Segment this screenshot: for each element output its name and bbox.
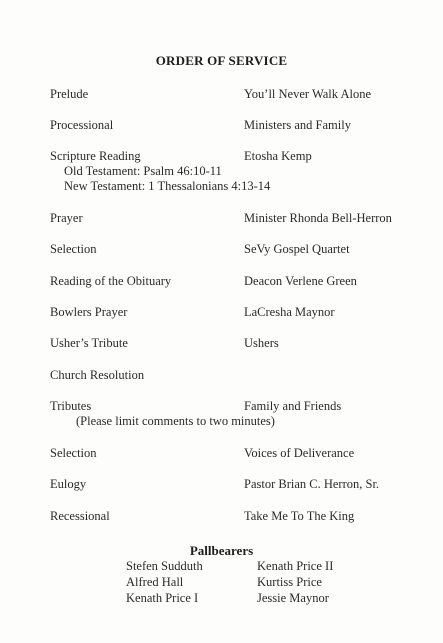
pallbearer-name: Jessie Maynor (257, 591, 329, 605)
program-item: Reading of the Obituary (50, 274, 172, 288)
program-performer: Etosha Kemp (244, 149, 312, 163)
program-performer: LaCresha Maynor (244, 305, 335, 319)
program-performer: SeVy Gospel Quartet (244, 242, 350, 256)
program-item: Church Resolution (50, 368, 145, 382)
program-performer: Take Me To The King (244, 509, 355, 523)
program-item: Selection (50, 446, 97, 460)
program-performer: Ushers (244, 336, 279, 350)
program-performer: Deacon Verlene Green (244, 274, 357, 288)
scripture-new-testament: New Testament: 1 Thessalonians 4:13-14 (64, 179, 271, 193)
pallbearer-name: Kenath Price I (126, 591, 199, 605)
program-item: Prayer (50, 211, 83, 225)
pallbearers-title: Pallbearers (189, 543, 254, 558)
program-item: Scripture Reading (50, 149, 141, 163)
page-title: ORDER OF SERVICE (155, 53, 288, 68)
program-performer: Minister Rhonda Bell-Herron (244, 211, 392, 225)
program-item: Selection (50, 242, 97, 256)
program-item: Processional (50, 118, 114, 132)
program-performer: Ministers and Family (244, 118, 351, 132)
pallbearer-name: Alfred Hall (126, 575, 184, 589)
pallbearer-name: Stefen Sudduth (126, 559, 203, 573)
program-performer: Family and Friends (244, 399, 342, 413)
program-performer: You’ll Never Walk Alone (244, 87, 371, 101)
program-item: Eulogy (50, 477, 87, 491)
tributes-note: (Please limit comments to two minutes) (76, 414, 275, 428)
program-item: Bowlers Prayer (50, 305, 128, 319)
program-item: Prelude (50, 87, 89, 101)
program-item: Tributes (50, 399, 92, 413)
program-performer: Voices of Deliverance (244, 446, 355, 460)
program-item: Usher’s Tribute (50, 336, 128, 350)
program-item: Recessional (50, 509, 110, 523)
pallbearer-name: Kenath Price II (257, 559, 334, 573)
pallbearer-name: Kurtiss Price (257, 575, 322, 589)
program-performer: Pastor Brian C. Herron, Sr. (244, 477, 380, 491)
scripture-old-testament: Old Testament: Psalm 46:10-11 (64, 164, 222, 178)
